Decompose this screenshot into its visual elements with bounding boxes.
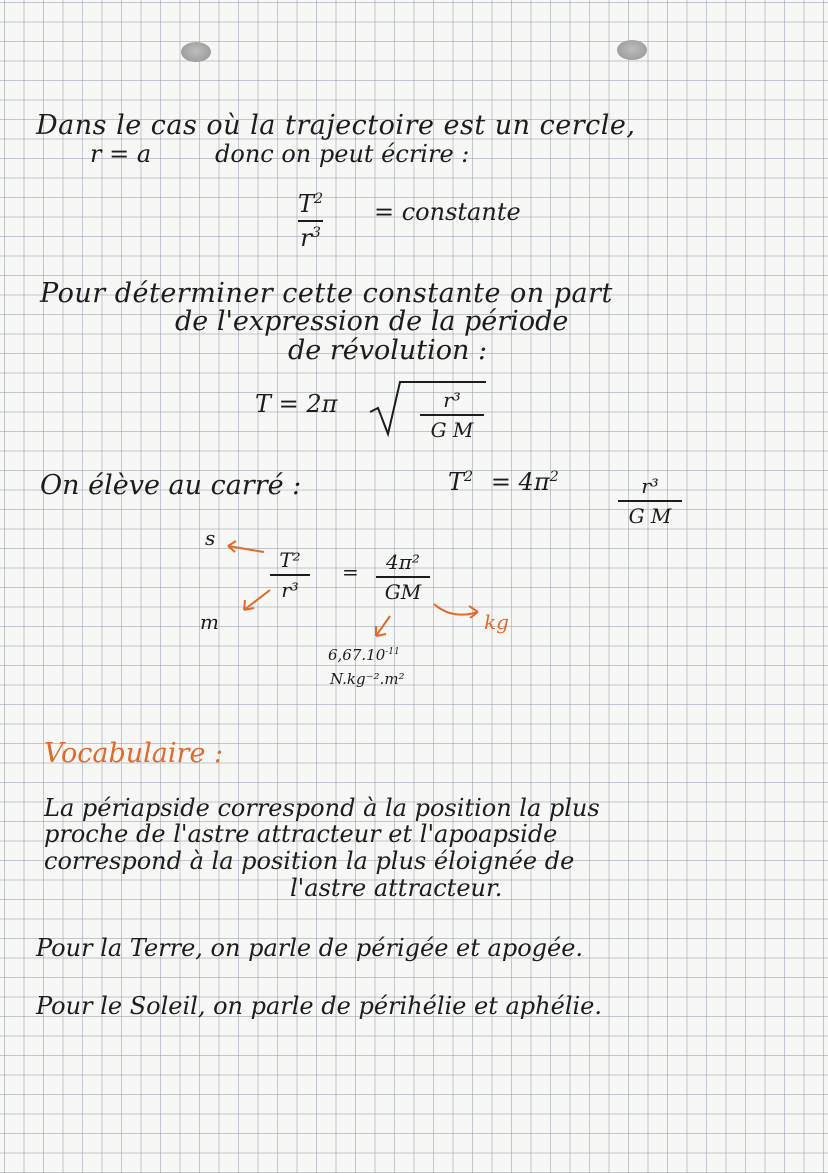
square-lhs [448,470,559,494]
units-fraction [270,548,310,602]
square-eq: = 4π [490,468,550,496]
intro-line-1: Dans le cas où la trajectoire est un cercle, [36,110,636,141]
square-fraction-bar [618,500,682,502]
units-rhs-num: 4π² [386,550,420,574]
units-eq: = [342,560,359,584]
unit-s-label: s [205,526,216,550]
kepler-den-exp: 3 [311,225,321,241]
square-den: G M [628,504,672,528]
units-frac-den: r³ [281,578,299,602]
determine-line-1: Pour déterminer cette constante on part [40,278,613,309]
g-units: N.kg⁻².m² [330,670,405,688]
units-frac-bar [270,574,310,576]
square-lhs-T: T [448,468,465,496]
intro-line-2-left: r = a [90,140,152,168]
kepler-num: T [298,190,315,218]
determine-line-2: de l'expression de la période [175,306,569,337]
vocab-para-line-3: correspond à la position la plus éloignée de [44,847,575,875]
square-lhs-exp: 2 [464,469,474,485]
vocab-sun-line: Pour le Soleil, on parle de périhélie et aphélie. [36,992,603,1020]
period-fraction [420,388,484,442]
period-num: r³ [443,388,461,412]
binder-hole-right [617,40,647,60]
kepler-num-exp: 2 [314,191,324,207]
kepler-rhs: = constante [374,198,521,226]
arrow-to-g-value-icon [366,612,396,642]
unit-m-label: m [200,610,219,634]
arrow-to-kg-icon [432,598,482,628]
vocab-earth-line: Pour la Terre, on parle de périgée et apogée. [36,934,584,962]
kepler-fraction [298,190,323,252]
kepler-fraction-bar [298,220,323,222]
square-pi-exp: 2 [549,469,559,485]
arrow-to-s-icon [222,538,266,562]
vocab-para-line-1: La périapside correspond à la position la plus [44,794,600,822]
intro-line-2-right: donc on peut écrire : [215,140,470,168]
units-rhs-den: GM [384,580,422,604]
square-num: r³ [641,474,659,498]
g-value-mantissa: 6,67.10 [328,646,386,664]
g-value [328,648,400,663]
units-rhs-fraction [376,550,430,604]
square-fraction [618,474,682,528]
kepler-den: r [300,224,312,252]
units-frac-num: T² [279,548,301,572]
vocab-title: Vocabulaire : [44,738,224,769]
square-label: On élève au carré : [40,470,302,501]
period-fraction-bar [420,414,484,416]
vocab-para-line-4: l'astre attracteur. [290,874,503,902]
g-value-exp: -11 [385,647,400,657]
determine-line-3: de révolution : [288,335,488,366]
units-rhs-bar [376,576,430,578]
period-lhs: T = 2π [255,390,338,418]
unit-kg-label: kg [484,610,509,634]
period-den: G M [430,418,474,442]
vocab-para-line-2: proche de l'astre attracteur et l'apoapside [44,820,558,848]
binder-hole-left [181,42,211,62]
